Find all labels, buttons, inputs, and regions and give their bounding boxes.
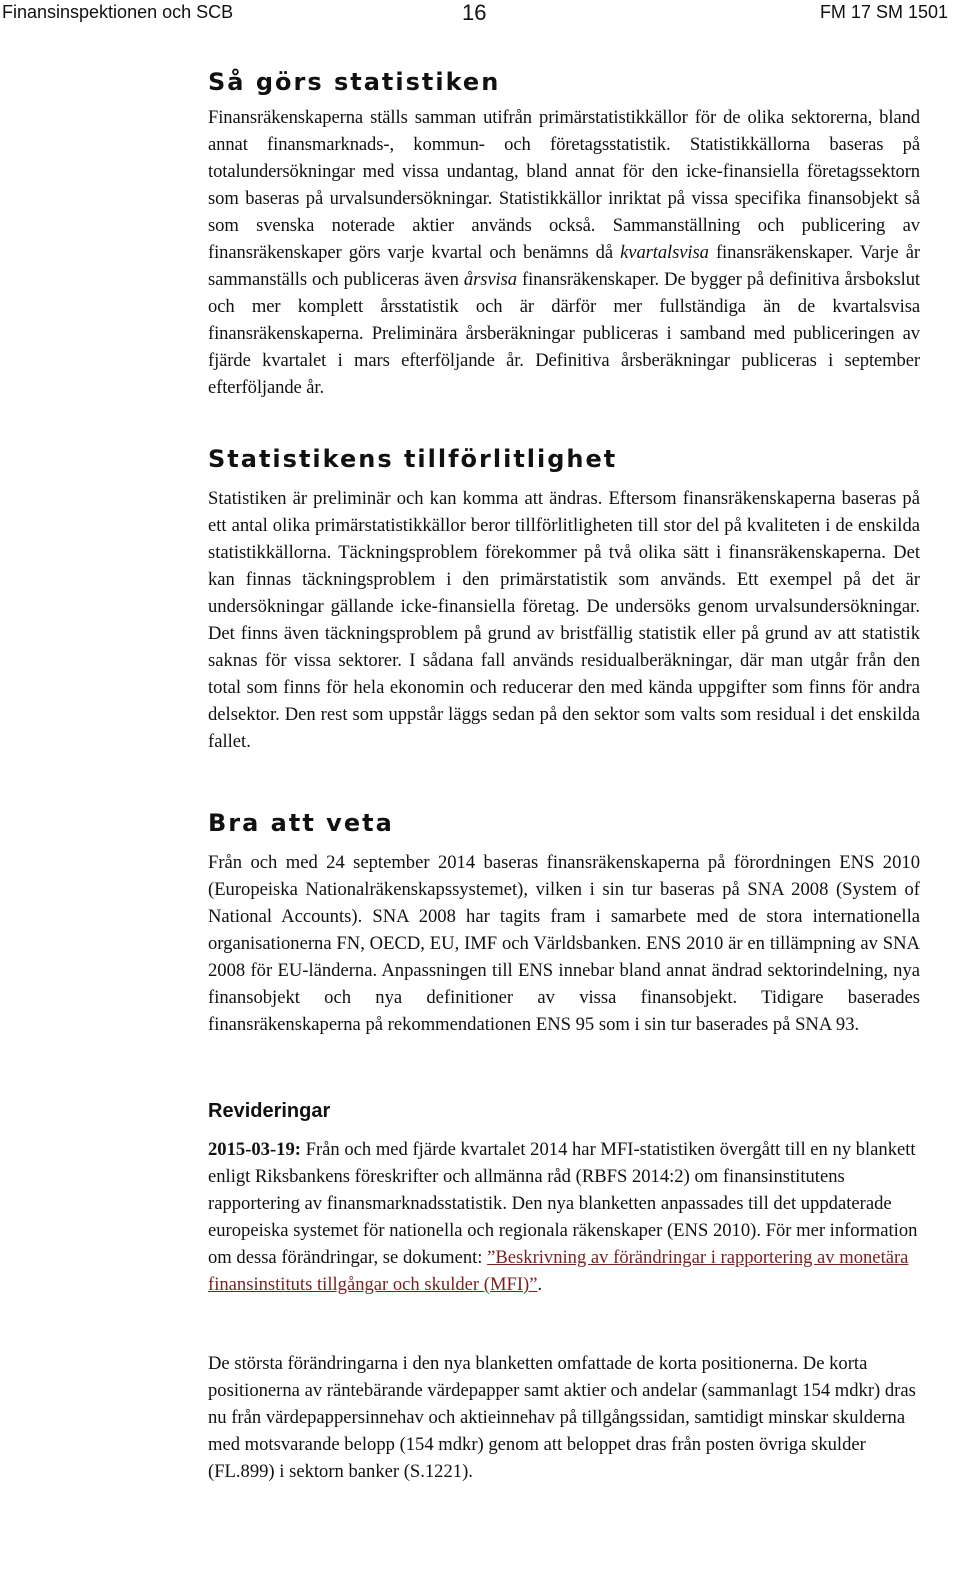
- text-run: finansräkenskaper. Varje år sammanställs och publiceras även: [208, 242, 920, 290]
- running-header: [0, 0, 960, 28]
- section-revideringar: [208, 1096, 920, 1485]
- section-bra-att-veta: [208, 805, 920, 1038]
- text-run: finansräkenskaper. De bygger på definitiva årsbokslut och mer komplett årsstatistik och är därför mer fullständiga än de kvartalsvisa finansräkenskaperna. Preliminära årsberäkningar publiceras i samband med publiceringen av fjärde kvartalet i mars efterföljande år. Definitiva årsberäkningar publiceras i september efterföljande år.: [208, 269, 920, 398]
- text-run: Finansräkenskaperna ställs samman utifrån primärstatistikkällor för de olika sektorerna, bland annat finansmarknads-, kommun- och företagsstatistik. Statistikkällorna baseras på totalundersökningar med vissa undantag, bland annat för den icke-finansiella företagssektorn som baseras på urvalsundersökningar. Statistikkällor inriktat på vissa specifika finansobjekt så som svenska noterade aktier används också. Sammanställning och publicering av finansräkenskaper görs varje kvartal och benämns då: [208, 107, 920, 263]
- section-heading: Bra att veta: [208, 809, 394, 837]
- header-publisher: Finansinspektionen och SCB: [2, 2, 234, 22]
- header-series-code: FM 17 SM 1501: [819, 2, 948, 22]
- text-run: Från och med fjärde kvartalet 2014 har MFI-statistiken övergått till en ny blankett enligt Riksbankens föreskrifter och allmänna råd (RBFS 2014:2) om finansinstitutens rapportering av finansmarknadsstatistik. Den nya blanketten anpassades till det uppdaterade europeiska systemet för nationella och regionala räkenskaper (ENS 2010). För mer information om dessa förändringar, se dokument:: [208, 1139, 918, 1268]
- body-paragraph: De största förändringarna i den nya blanketten omfattade de korta positionerna. De korta positionerna av räntebärande värdepapper samt aktier och andelar (sammanlagt 154 mdkr) dras nu från värdepappersinnehav och aktieinnehav på tillgångssidan, samtidigt minskar skulderna med motsvarande belopp (154 mdkr) genom att beloppet dras från posten övriga skulder (FL.899) i sektorn banker (S.1221).: [208, 1353, 916, 1482]
- section-statistikens-tillforlitlighet: [208, 441, 920, 755]
- main-content: [208, 64, 920, 1485]
- text-run: .: [537, 1274, 543, 1295]
- body-paragraph: [208, 104, 920, 401]
- subsection-heading: Revideringar: [208, 1100, 331, 1122]
- mfi-document-link[interactable]: ”Beskrivning av förändringar i rapportering av monetära finansinstituts tillgångar och skulder (MFI)”: [208, 1247, 909, 1295]
- section-heading: Så görs statistiken: [208, 68, 501, 96]
- section-sa-gors-statistiken: [208, 64, 920, 401]
- body-paragraph: Statistiken är preliminär och kan komma att ändras. Eftersom finansräkenskaperna baseras på ett antal olika primärstatistikkällor beror tillförlitligheten till stor del på kvaliteten i de enskilda statistikkällorna. Täckningsproblem förekommer på två olika sätt i finansräkenskaperna. Det kan finnas täckningsproblem i den primärstatistik som används. Ett exempel på det är undersökningar gällande icke-finansiella företag. De undersöks genom urvalsundersökningar. Det finns även täckningsproblem på grund av bristfällig statistik eller på grund av att statistik saknas för vissa sektorer. I sådana fall används residualberäkningar, där man utgår från den total som finns för hela ekonomin och reducerar den med kända uppgifter som finns för andra delsektor. Den rest som uppstår läggs sedan på den sektor som valts som residual i det enskilda fallet.: [208, 488, 920, 752]
- revision-date: 2015-03-19:: [208, 1139, 301, 1160]
- emphasis-arsvisa: årsvisa: [463, 269, 517, 290]
- body-paragraph: [208, 1136, 920, 1298]
- body-paragraph: Från och med 24 september 2014 baseras finansräkenskaperna på förordningen ENS 2010 (Europeiska Nationalräkenskapssystemet), vilken i sin tur baseras på SNA 2008 (System of National Accounts). SNA 2008 har tagits fram i samarbete med de stora internationella organisationerna FN, OECD, EU, IMF och Världsbanken. ENS 2010 är en tillämpning av SNA 2008 för EU-länderna. Anpassningen till ENS innebar bland annat ändrad sektorindelning, nya finansobjekt och nya definitioner av vissa finansobjekt. Tidigare baserades finansräkenskaperna på rekommendationen ENS 95 som i sin tur baserades på SNA 93.: [208, 852, 920, 1035]
- section-heading: Statistikens tillförlitlighet: [208, 445, 618, 473]
- page-number: 16: [462, 0, 487, 25]
- emphasis-kvartalsvisa: kvartalsvisa: [620, 242, 709, 263]
